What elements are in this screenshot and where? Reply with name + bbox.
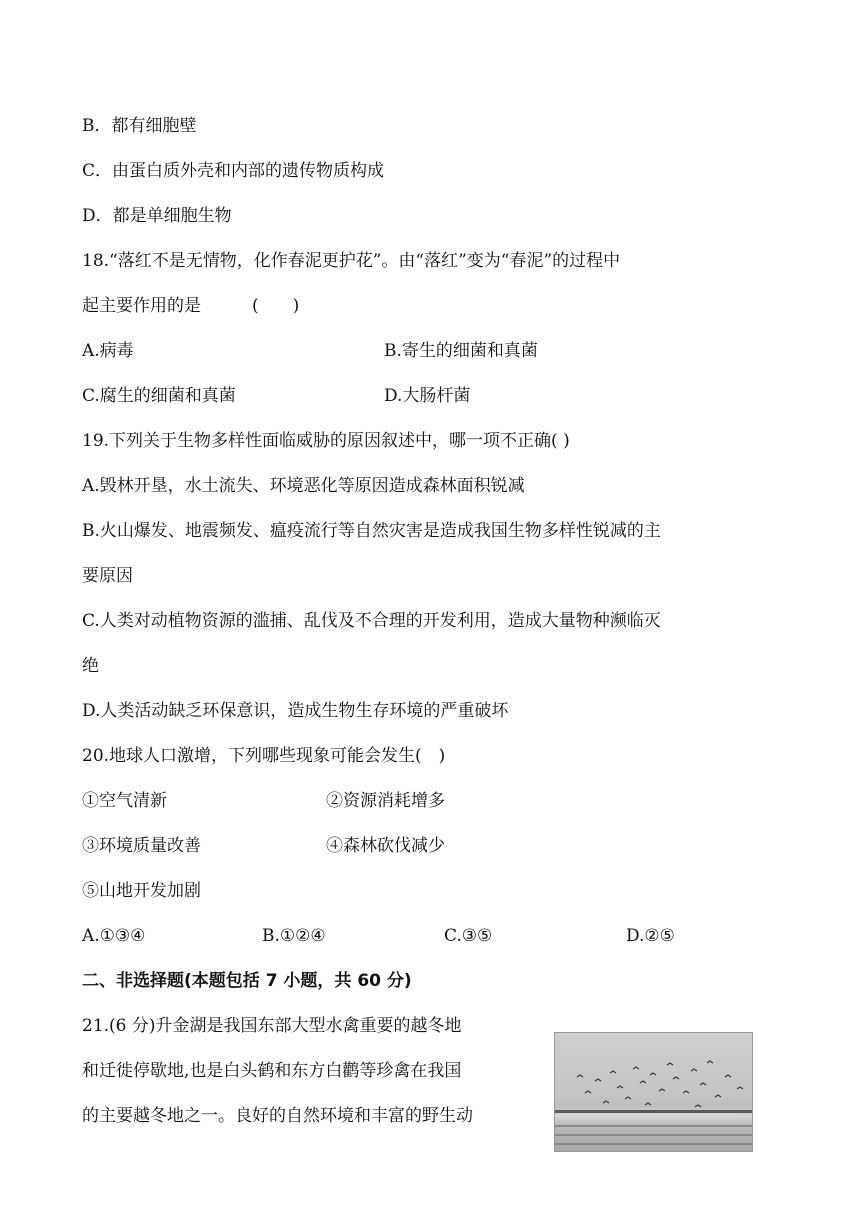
q19-stem: 19.下列关于生物多样性面临威胁的原因叙述中，哪一项不正确( ) bbox=[82, 431, 570, 451]
q20-item-5: ⑤山地开发加剧 bbox=[82, 881, 201, 901]
section-heading: 二、非选择题(本题包括 7 小题，共 60 分) bbox=[82, 971, 412, 991]
birds-flock-graphic bbox=[555, 1033, 752, 1151]
q20-stem: 20.地球人口激增，下列哪些现象可能会发生( ) bbox=[82, 746, 446, 766]
q17-option-d: D．都是单细胞生物 bbox=[82, 206, 232, 226]
lake-birds-photo bbox=[554, 1032, 753, 1152]
q18-stem-line1: 18.“落红不是无情物，化作春泥更护花”。由“落红”变为“春泥”的过程中 bbox=[82, 251, 621, 271]
q21-line2: 和迁徙停歇地,也是白头鹤和东方白鹳等珍禽在我国 bbox=[82, 1061, 462, 1081]
q20-item-4: ④森林砍伐减少 bbox=[326, 836, 445, 856]
q17-option-b: B．都有细胞壁 bbox=[82, 116, 197, 136]
q21-line3: 的主要越冬地之一。良好的自然环境和丰富的野生动 bbox=[82, 1106, 473, 1126]
q20-option-b: B.①②④ bbox=[262, 926, 326, 946]
q18-option-c: C.腐生的细菌和真菌 bbox=[82, 386, 236, 406]
q19-option-c-line2: 绝 bbox=[82, 656, 99, 676]
q17-option-c: C．由蛋白质外壳和内部的遗传物质构成 bbox=[82, 161, 385, 181]
q18-option-d: D.大肠杆菌 bbox=[384, 386, 471, 406]
q18-option-a: A.病毒 bbox=[82, 341, 134, 361]
q20-item-1: ①空气清新 bbox=[82, 791, 167, 811]
q20-item-2: ②资源消耗增多 bbox=[326, 791, 445, 811]
q19-option-c-line1: C.人类对动植物资源的滥捕、乱伐及不合理的开发利用，造成大量物种濒临灭 bbox=[82, 611, 661, 631]
q21-line1: 21.(6 分)升金湖是我国东部大型水禽重要的越冬地 bbox=[82, 1016, 462, 1036]
q19-option-a: A.毁林开垦，水土流失、环境恶化等原因造成森林面积锐减 bbox=[82, 476, 525, 496]
q20-item-3: ③环境质量改善 bbox=[82, 836, 201, 856]
q20-option-c: C.③⑤ bbox=[444, 926, 493, 946]
q18-stem-line2: 起主要作用的是 ( ) bbox=[82, 296, 300, 316]
q20-option-d: D.②⑤ bbox=[626, 926, 675, 946]
q19-option-d: D.人类活动缺乏环保意识，造成生物生存环境的严重破坏 bbox=[82, 701, 509, 721]
q19-option-b-line1: B.火山爆发、地震频发、瘟疫流行等自然灾害是造成我国生物多样性锐减的主 bbox=[82, 521, 661, 541]
q18-option-b: B.寄生的细菌和真菌 bbox=[384, 341, 538, 361]
q20-option-a: A.①③④ bbox=[82, 926, 146, 946]
q19-option-b-line2: 要原因 bbox=[82, 566, 133, 586]
